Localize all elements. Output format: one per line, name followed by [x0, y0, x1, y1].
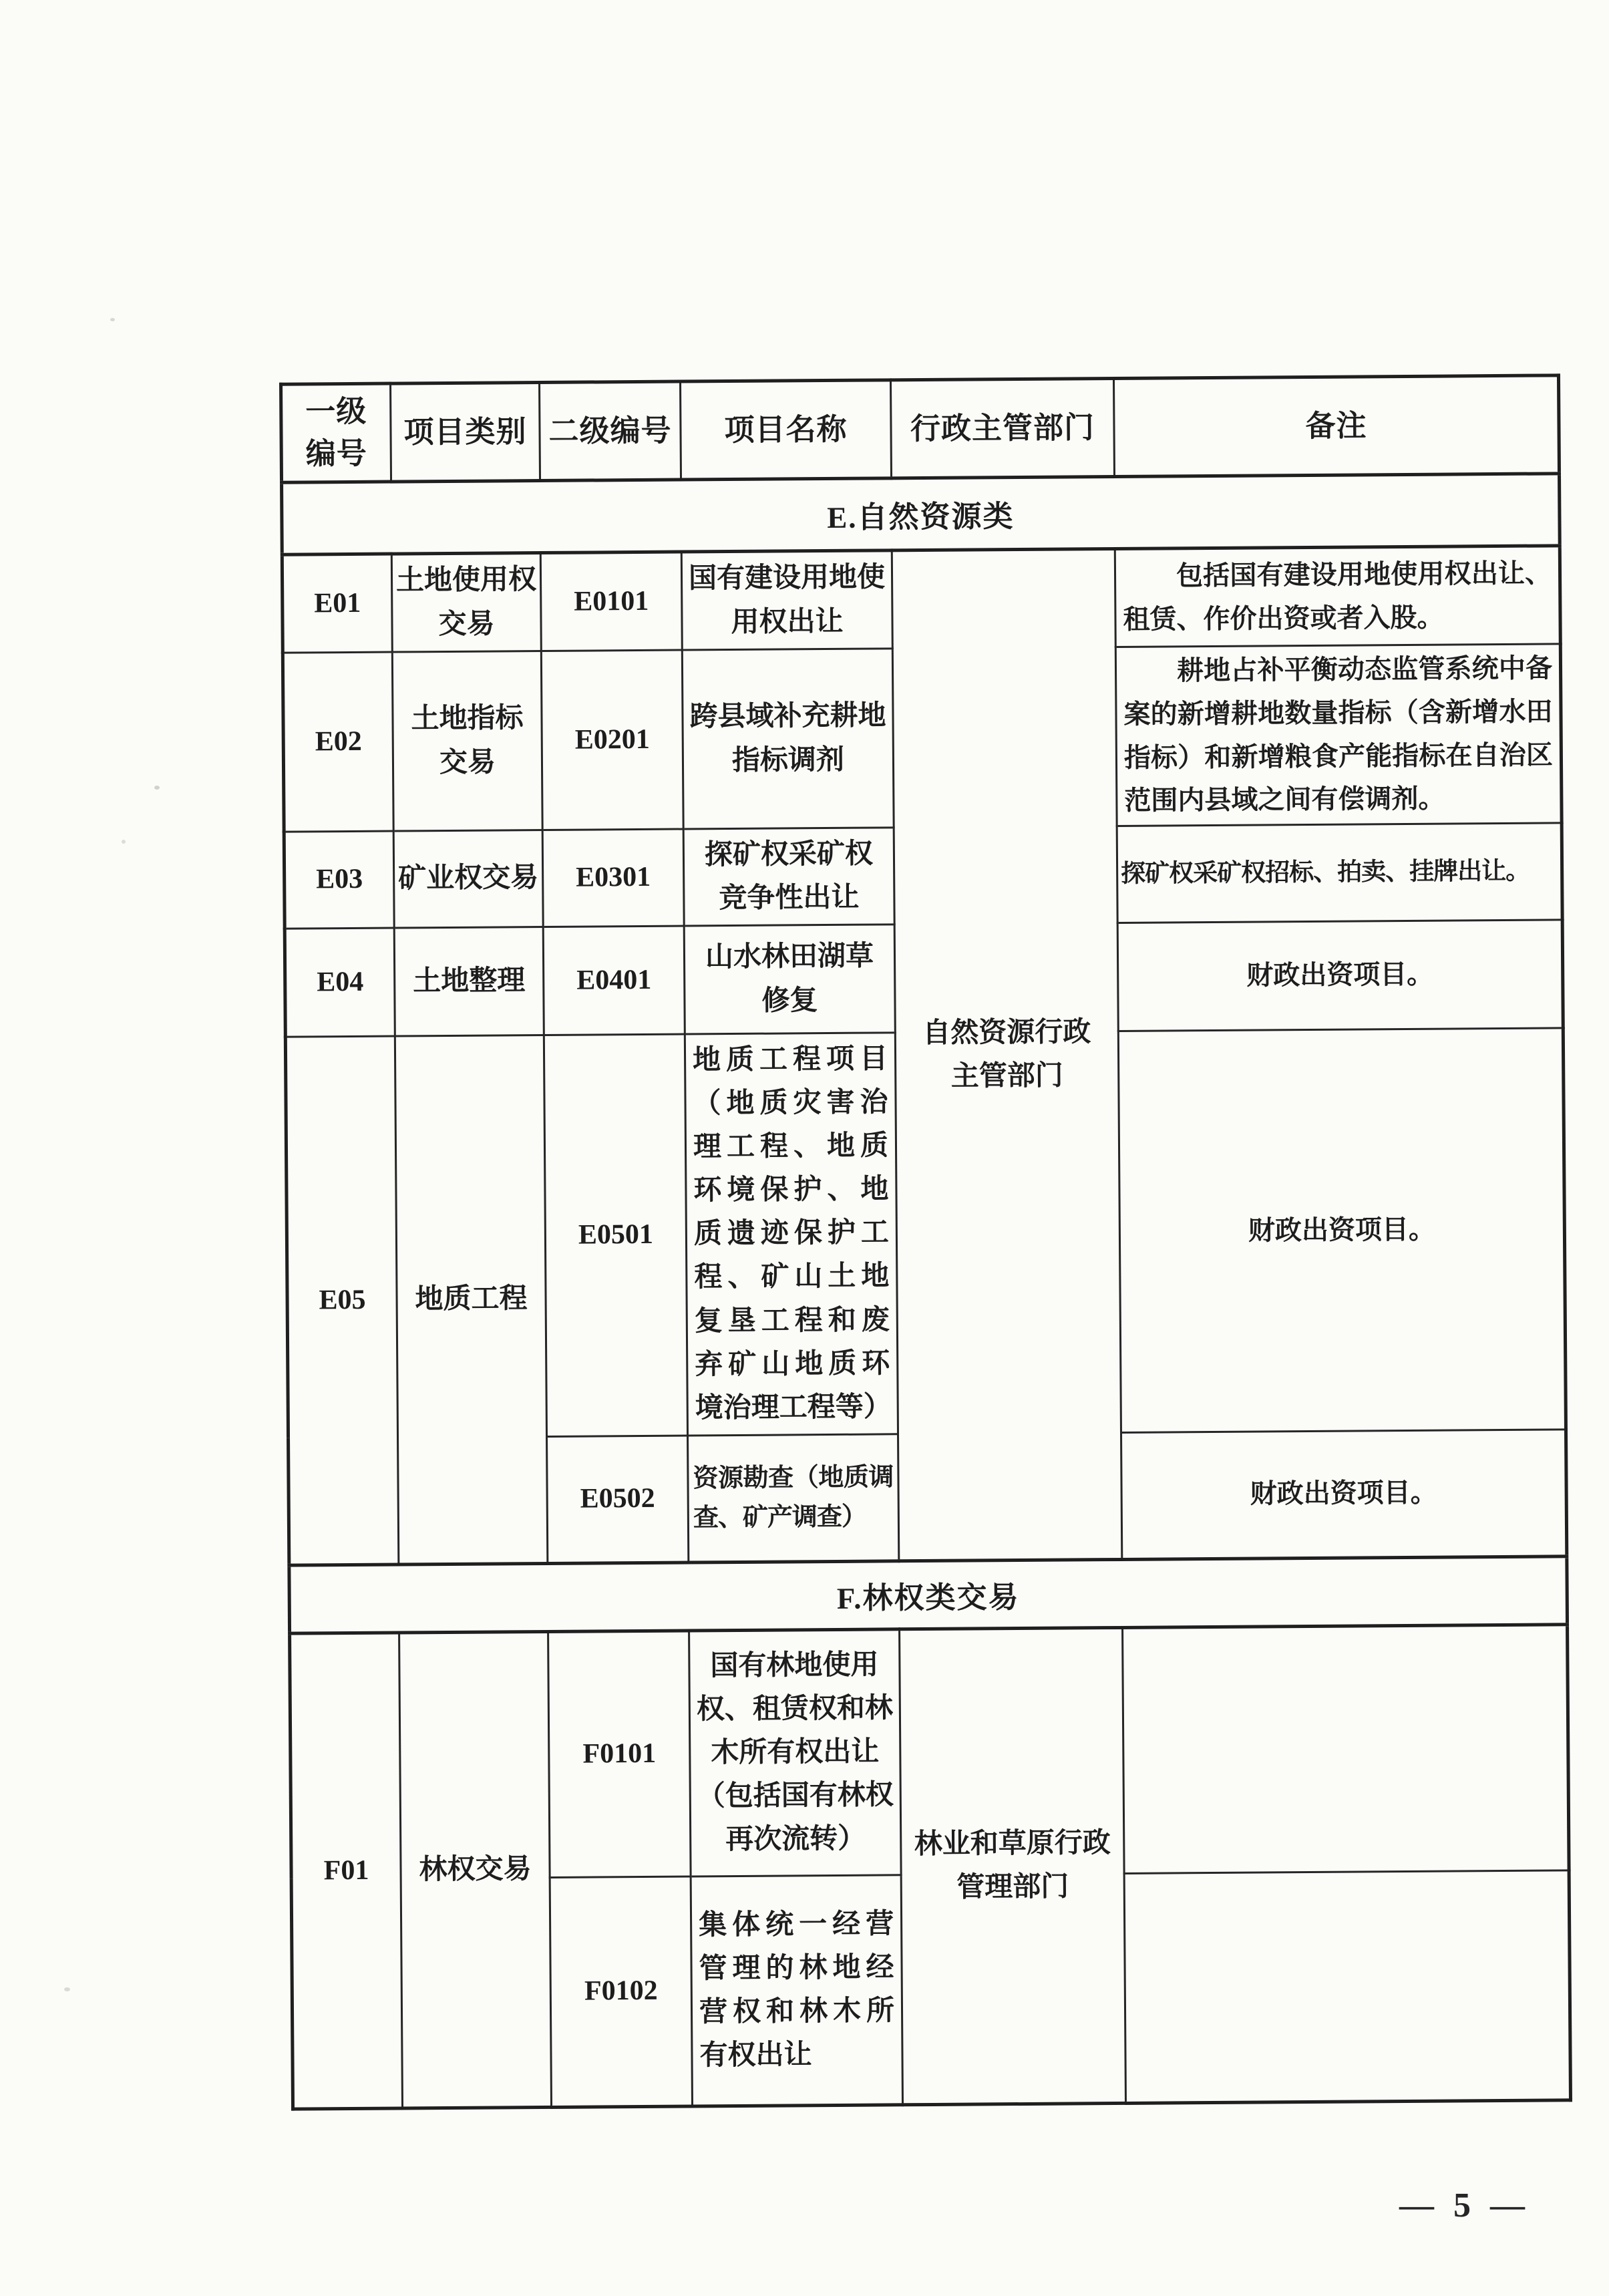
- cell-category: [392, 651, 542, 831]
- project-name-label: 探矿权采矿权竞争性出让: [704, 838, 874, 915]
- cell-level2-code: E0101: [540, 552, 682, 651]
- cell-level2-code: E0501: [544, 1034, 687, 1436]
- cell-level2-code: E0401: [543, 926, 685, 1035]
- col-header-label: 备注: [1305, 408, 1367, 443]
- cell-level1-code: E03: [284, 831, 394, 929]
- cell-category: 土地整理: [394, 927, 544, 1036]
- col-header-remark: [1113, 375, 1559, 477]
- cell-level2-code: E0201: [541, 650, 683, 830]
- cell-remark: 包括国有建设用地使用权出让、租赁、作价出资或者入股。: [1115, 546, 1560, 647]
- cell-level2-code: F0102: [550, 1876, 692, 2107]
- cell-category: 地质工程: [395, 1035, 548, 1564]
- cell-project-name: 地质工程项目（地质灾害治理工程、地质环境保护、地质遗迹保护工程、矿山土地复垦工程和废弃矿山地质环境治理工程等）: [685, 1033, 898, 1436]
- cell-project-name: 国有建设用地使用权出让: [681, 550, 892, 650]
- page-number: — 5 —: [1399, 2186, 1530, 2225]
- cell-level2-code: E0301: [542, 829, 684, 927]
- cell-project-name: 国有林地使用权、租赁权和林木所有权出让（包括国有林权再次流转）: [689, 1629, 902, 1876]
- col-header-label: 行政主管部门: [910, 410, 1095, 446]
- col-header-label: 二级编号: [548, 414, 672, 448]
- section-title-f: F.林权类交易: [289, 1556, 1568, 1633]
- cell-category: 矿业权交易: [393, 830, 543, 928]
- cell-project-name: 跨县域补充耕地指标调剂: [682, 649, 894, 829]
- cell-project-name: 集体统一经营管理的林地经营权和林木所有权出让: [691, 1875, 902, 2106]
- project-classification-table: [279, 373, 1572, 2110]
- section-title-e: E.自然资源类: [282, 474, 1560, 554]
- cell-remark: 财政出资项目。: [1117, 920, 1563, 1031]
- cell-level2-code: F0101: [548, 1631, 691, 1877]
- cell-authority-e: [892, 548, 1122, 1561]
- col-header-level1-code: [281, 383, 391, 482]
- cell-remark: 财政出资项目。: [1118, 1028, 1566, 1432]
- col-header-level2-code: [540, 381, 681, 480]
- cell-level1-code: E05: [285, 1036, 399, 1565]
- section-row-f: [289, 1556, 1568, 1633]
- scan-speck: [122, 840, 126, 844]
- cell-authority-f: 林业和草原行政管理部门: [900, 1627, 1126, 2104]
- header-row: [281, 375, 1560, 482]
- col-header-label: 项目名称: [724, 412, 848, 447]
- scan-speck: [154, 786, 160, 790]
- col-header-label: 一级编号: [305, 394, 367, 471]
- cell-level1-code: E04: [285, 928, 395, 1037]
- cell-level1-code: F01: [290, 1633, 403, 2109]
- cell-remark: 探矿权采矿权招标、拍卖、挂牌出让。: [1117, 823, 1562, 923]
- col-header-project-name: [680, 380, 891, 480]
- section-row-e: [282, 474, 1560, 554]
- scan-speck: [64, 1987, 70, 1991]
- col-header-category: [391, 383, 540, 482]
- cell-project-name: [684, 925, 895, 1034]
- cell-remark: 财政出资项目。: [1121, 1430, 1566, 1560]
- cell-category: 林权交易: [399, 1631, 552, 2108]
- cell-remark-empty: [1124, 1870, 1570, 2104]
- cell-category: 土地使用权交易: [391, 553, 541, 653]
- cell-project-name: 资源勘查（地质调查、矿产调查）: [688, 1434, 899, 1563]
- project-name-label: 山水林田湖草修复: [705, 941, 874, 1017]
- table-row-f0101: [290, 1625, 1570, 1879]
- cell-remark-empty: [1123, 1625, 1570, 1874]
- scan-speck: [110, 318, 115, 321]
- cell-level2-code: E0502: [547, 1436, 689, 1563]
- col-header-authority: [890, 379, 1114, 478]
- category-label: 土地指标交易: [411, 703, 524, 778]
- cell-level1-code: E01: [282, 554, 392, 653]
- table-row-e01: [282, 546, 1560, 653]
- cell-level1-code: E02: [283, 652, 393, 832]
- col-header-label: 项目类别: [403, 414, 527, 449]
- cell-remark: 耕地占补平衡动态监管系统中备案的新增耕地数量指标（含新增水田指标）和新增粮食产能指标在自治区范围内县域之间有偿调剂。: [1115, 644, 1562, 826]
- authority-label: 自然资源行政主管部门: [922, 1017, 1091, 1092]
- cell-project-name: [683, 828, 894, 926]
